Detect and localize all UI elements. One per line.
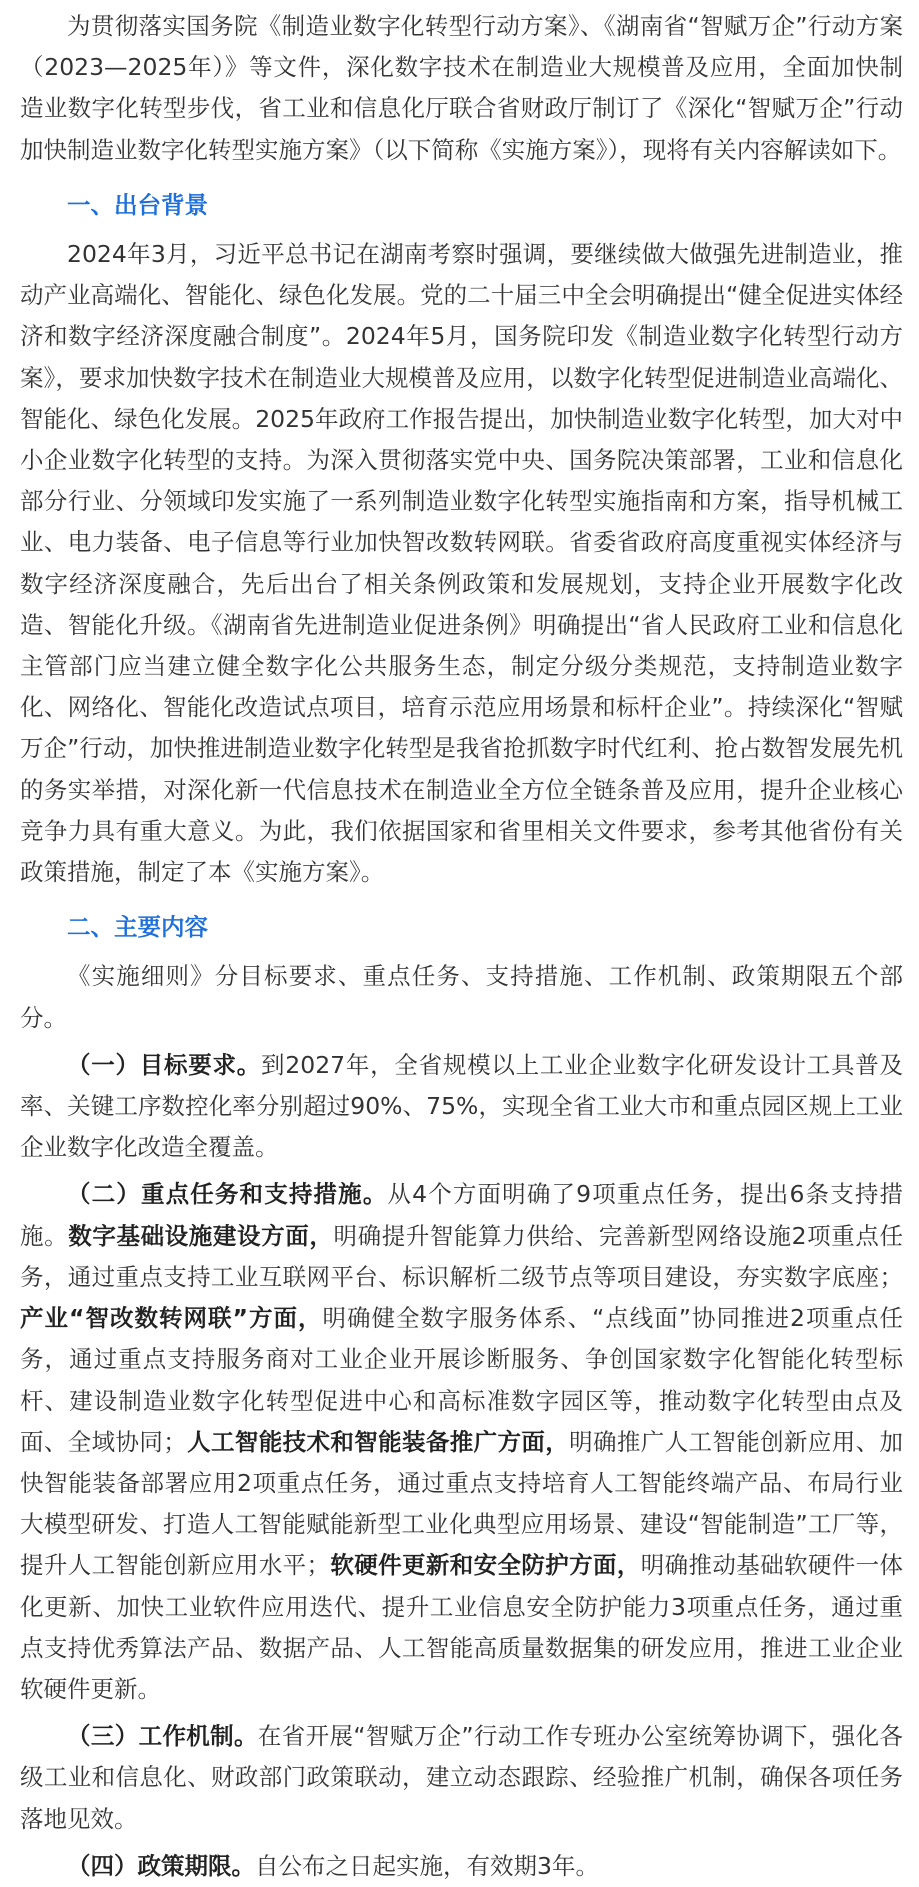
goal-title: （一）目标要求。 (67, 1050, 262, 1079)
digital-infrastructure-title: 数字基础设施建设方面， (68, 1221, 334, 1250)
section-heading-main-content: 二、主要内容 (67, 913, 208, 942)
goal-body: 到2027年，全省规模以上工业企业数字化研发设计工具普及率、关键工序数控化率分别超过90%、75%，实现全省工业大市和重点园区规上工业企业数字化改造全覆盖。 (20, 1050, 903, 1162)
mechanism-body: 在省开展“智赋万企”行动工作专班办公室统筹协调下，强化各级工业和信息化、财政部门政策联动，建立动态跟踪、经验推广机制，确保各项任务落地见效。 (20, 1722, 903, 1833)
policy-term-title: （四）政策期限。 (67, 1851, 255, 1880)
tasks-intro: 从4个方面明确了9项重点任务，提出6条支持措施。 (20, 1180, 903, 1250)
overview-paragraph: 《实施细则》分目标要求、重点任务、支持措施、工作机制、政策期限五个部分。 (20, 962, 903, 1032)
tasks-title: （二）重点任务和支持措施。 (67, 1180, 388, 1209)
background-paragraph: 2024年3月，习近平总书记在湖南考察时强调，要继续做大做强先进制造业，推动产业高端化、智能化、绿色化发展。党的二十届三中全会明确提出“健全促进实体经济和数字经济深度融合制度”。2024年5月，国务院印发《制造业数字化转型行动方案》，要求加快数字技术在制造业大规模普及应用，以数字化转型促进制造业高端化、智能化、绿色化发展。2025年政府工作报告提出，加快制造业数字化转型，加大对中小企业数字化转型的支持。为深入贯彻落实党中央、国务院决策部署，工业和信息化部分行业、分领域印发实施了一系列制造业数字化转型实施指南和方案，指导机械工业、电力装备、电子信息等行业加快智改数转网联。省委省政府高度重视实体经济与数字经济深度融合，先后出台了相关条例政策和发展规划，支持企业开展数字化改造、智能化升级。《湖南省先进制造业促进条例》明确提出“省人民政府工业和信息化主管部门应当建立健全数字化公共服务生态，制定分级分类规范，支持制造业数字化、网络化、智能化改造试点项目，培育示范应用场景和标杆企业”。持续深化“智赋万企”行动，加快推进制造业数字化转型是我省抢抓数字时代红利、抢占数智发展先机的务实举措，对深化新一代信息技术在制造业全方位全链条普及应用，提升企业核心竞争力具有重大意义。为此，我们依据国家和省里相关文件要求，参考其他省份有关政策措施，制定了本《实施方案》。 (20, 240, 903, 887)
section-heading-background: 一、出台背景 (67, 190, 208, 219)
mechanism-title: （三）工作机制。 (67, 1722, 258, 1751)
goal-paragraph (20, 1045, 903, 1169)
intro-paragraph: 为贯彻落实国务院《制造业数字化转型行动方案》、《湖南省“智赋万企”行动方案（2023—2025年）》等文件，深化数字技术在制造业大规模普及应用，全面加快制造业数字化转型步伐，省工业和信息化厅联合省财政厅制订了《深化“智赋万企”行动加快制造业数字化转型实施方案》（以下简称《实施方案》），现将有关内容解读如下。 (20, 12, 903, 164)
software-security-title: 软硬件更新和安全防护方面， (330, 1551, 641, 1580)
industry-upgrade-body: 明确健全数字服务体系、“点线面”协同推进2项重点任务，通过重点支持服务商对工业企业开展诊断服务、争创国家数字化智能化转型标杆、建设制造业数字化转型促进中心和高标准数字园区等，推动数字化转型由点及面、全域协同； (20, 1304, 903, 1456)
tasks-paragraph (20, 1174, 903, 1710)
mechanism-paragraph (20, 1716, 903, 1840)
policy-term-paragraph (20, 1846, 903, 1887)
industry-upgrade-title: 产业“智改数转网联”方面， (20, 1304, 323, 1333)
software-security-body: 明确推动基础软硬件一体化更新、加快工业软件应用迭代、提升工业信息安全防护能力3项重点任务，通过重点支持优秀算法产品、数据产品、人工智能高质量数据集的研发应用，推进工业企业软硬件更新。 (20, 1551, 903, 1703)
ai-equipment-body: 明确推广人工智能创新应用、加快智能装备部署应用2项重点任务，通过重点支持培育人工智能终端产品、布局行业大模型研发、打造人工智能赋能新型工业化典型应用场景、建设“智能制造”工厂等，提升人工智能创新应用水平； (20, 1427, 903, 1580)
ai-equipment-title: 人工智能技术和智能装备推广方面， (186, 1427, 570, 1456)
policy-term-body: 自公布之日起实施，有效期3年。 (255, 1851, 599, 1880)
digital-infrastructure-body: 明确提升智能算力供给、完善新型网络设施2项重点任务，通过重点支持工业互联网平台、标识解析二级节点等项目建设，夯实数字底座； (20, 1221, 904, 1291)
